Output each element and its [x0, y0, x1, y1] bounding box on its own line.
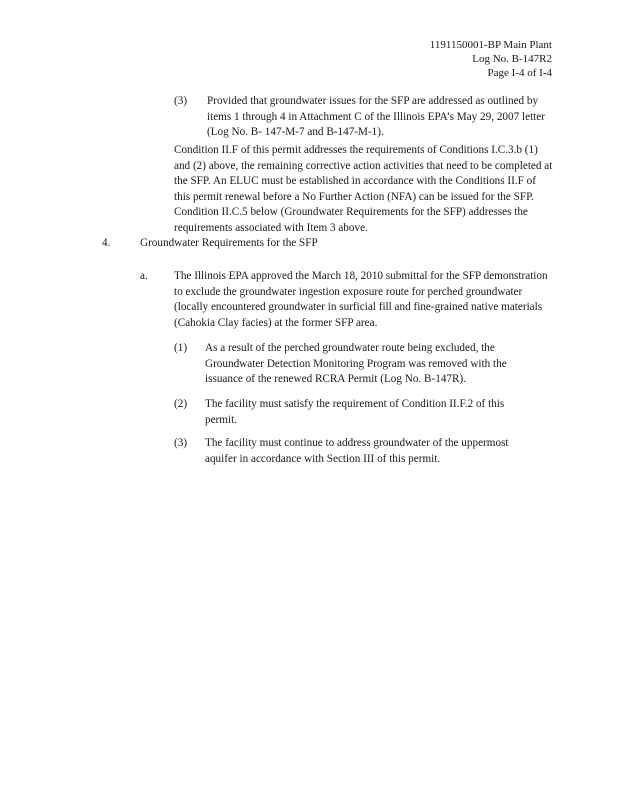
header-page-number: Page I-4 of I-4: [487, 67, 552, 79]
section-number: 4.: [102, 237, 111, 249]
list-item-number: (3): [174, 95, 188, 107]
header-facility-id: 1191150001-BP Main Plant: [429, 39, 552, 51]
list-item-text: As a result of the perched groundwater route being excluded, the Groundwater Detection Monitoring Program was removed with the issuance of the renewed RCRA Permit (Log No. B-147R).: [205, 342, 507, 385]
list-item-number: (3): [174, 437, 188, 449]
list-item-text: The facility must continue to address groundwater of the uppermost aquifer in accordance with Section III of this permit.: [205, 437, 509, 465]
conditions-paragraph: Condition II.F of this permit addresses the requirements of Conditions I.C.3.b (1) and (2) above, the remaining corrective action activities that need to be completed at the SFP. An ELUC must be established in accordance with the Conditions II.F of this permit renewal before a No Further Action (NFA) can be issued for the SFP. Condition II.C.5 below (Groundwater Requirements for the SFP) addresses the requirements associated with Item 3 above.: [174, 144, 553, 234]
list-item-number: (1): [174, 342, 188, 354]
header-log-number: Log No. B-147R2: [472, 53, 552, 65]
page-header: [430, 38, 552, 80]
subsection-text: The Illinois EPA approved the March 18, 2010 submittal for the SFP demonstration to exclude the groundwater ingestion exposure route for perched groundwater (locally encountered groundwater in surficial fill and fine-grained native materials (Cahokia Clay facies) at the former SFP area.: [174, 270, 548, 329]
list-item-number: (2): [174, 398, 188, 410]
section-heading: Groundwater Requirements for the SFP: [140, 237, 318, 249]
list-item-text: The facility must satisfy the requirement of Condition II.F.2 of this permit.: [205, 398, 505, 426]
list-item-text: Provided that groundwater issues for the SFP are addressed as outlined by items 1 through 4 in Attachment C of the Illinois EPA’s May 29, 2007 letter (Log No. B- 147-M-7 and B-147-M-1).: [207, 95, 545, 138]
subsection-letter: a.: [140, 270, 148, 282]
